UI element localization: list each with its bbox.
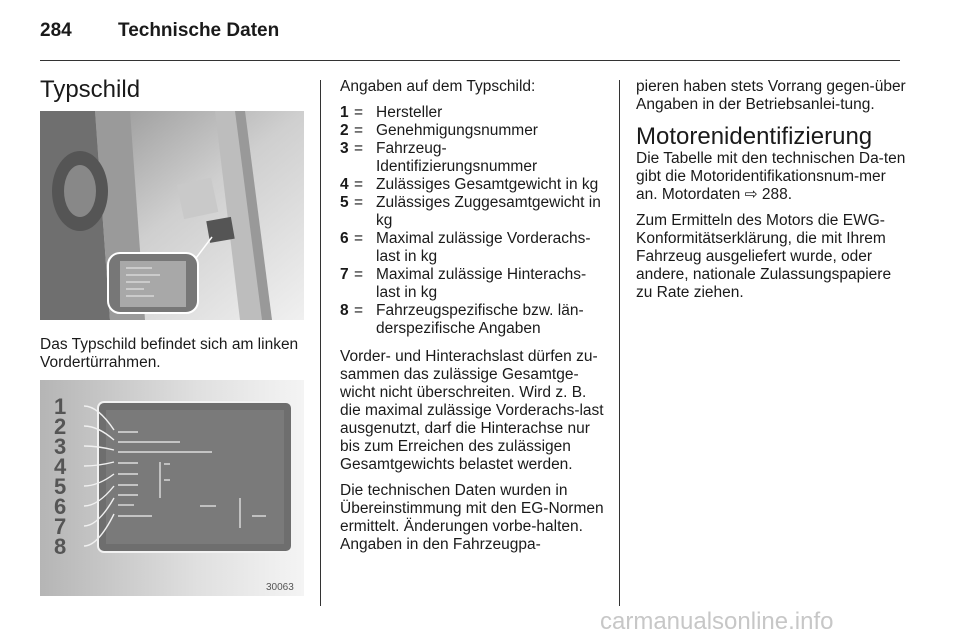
engine-table-paragraph: Die Tabelle mit den technischen Da-ten gibt die Motoridentifikationsnum-mer an. Motordaten ⇨ 288. [636,150,906,203]
header-rule [40,60,900,61]
plate-number-1: 1 [54,394,67,419]
list-intro: Angaben auf dem Typschild: [340,78,536,95]
list-item: 2 = Genehmigungsnummer [340,122,538,139]
column-divider-1 [320,80,321,606]
page-number: 284 [40,20,72,41]
site-watermark: carmanualsonline.info [600,608,834,635]
plate-number-2: 2 [54,414,67,439]
type-plate-illustration [40,380,304,596]
column-divider-2 [619,80,620,606]
section-title: Typschild [40,76,141,103]
list-item: 1 = Hersteller [340,104,443,121]
plate-number-4: 4 [54,454,67,479]
header-title: Technische Daten [118,20,280,41]
list-item: 8 = Fahrzeugspezifische bzw. län-derspezifische Angaben [340,302,584,337]
list-item: 6 = Maximal zulässige Vorderachs-last in kg [340,230,591,265]
continued-paragraph: pieren haben stets Vorrang gegen-über Angaben in der Betriebsanlei-tung. [636,78,906,113]
list-item: 3 = Fahrzeug-Identifizierungsnummer [340,140,538,175]
illustration-code: 30063 [266,582,294,593]
column-2 [340,78,606,562]
conformity-paragraph: Zum Ermitteln des Motors die EWG-Konformitätserklärung, die mit Ihrem Fahrzeug ausgeliefert wurde, oder andere, nationale Zulassungspapiere zu Rate ziehen. [636,212,892,301]
plate-number-5: 5 [54,474,67,499]
plate-number-3: 3 [54,434,67,459]
plate-number-8: 8 [54,534,67,559]
photo-caption: Das Typschild befindet sich am linken Vordertürrahmen. [40,336,299,371]
engine-identification-heading: Motorenidentifizierung [636,123,873,150]
list-item: 7 = Maximal zulässige Hinterachs-last in kg [340,266,587,301]
plate-number-6: 6 [54,494,67,519]
list-item: 4 = Zulässiges Gesamtgewicht in kg [340,176,599,193]
axle-load-paragraph: Vorder- und Hinterachslast dürfen zu-sammen das zulässige Gesamtge-wicht nicht überschreiten. Wird z. B. die maximal zulässige Vorderachs-last ausgenutzt, darf die Hinterachse nur bis zum Erreichen des zulässigen Gesamtgewichts belastet werden. [340,348,604,473]
plate-info-list [340,104,606,338]
eg-norms-paragraph: Die technischen Daten wurden in Übereinstimmung mit den EG-Normen ermittelt. Änderungen vorbe-halten. Angaben in den Fahrzeugpa- [340,482,604,553]
page-header [40,20,280,42]
column-3 [636,78,906,310]
door-frame-photo [40,111,304,320]
list-item: 5 = Zulässiges Zuggesamtgewicht in kg [340,194,601,229]
plate-number-7: 7 [54,514,67,539]
